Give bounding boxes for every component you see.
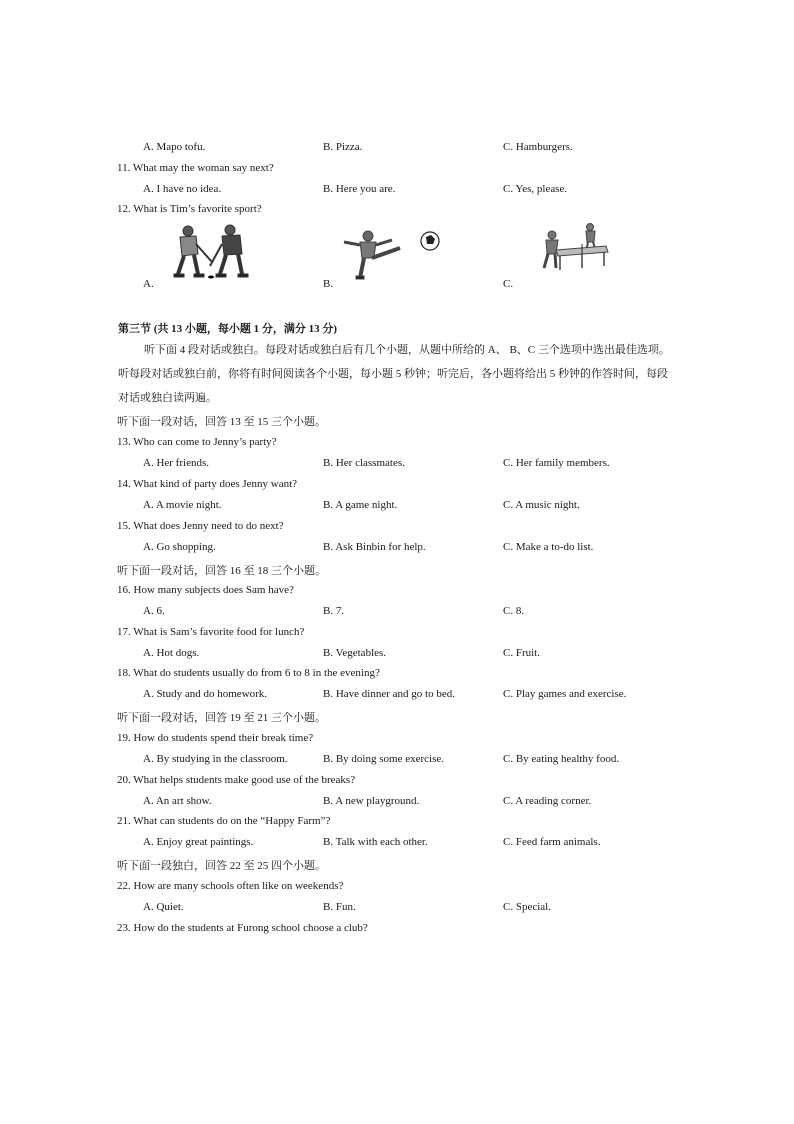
q12-option-a: A. [143,278,154,290]
q21-question: 21. What can students do on the “Happy Farm”? [117,815,331,827]
q21-option-c: C. Feed farm animals. [503,836,601,848]
q16-options [0,605,794,619]
q11-option-b: B. Here you are. [323,183,396,195]
q19-option-a: A. By studying in the classroom. [143,753,288,765]
q22-option-c: C. Special. [503,901,551,913]
dialogue1-intro: 听下面一段对话，回答 13 至 15 三个小题。 [117,416,326,428]
q16-option-b: B. 7. [323,605,345,617]
q17-options [0,647,794,661]
q18-question: 18. What do students usually do from 6 to 8 in the evening? [117,667,380,679]
q14-option-b: B. A game night. [323,499,398,511]
q18-option-c: C. Play games and exercise. [503,688,627,700]
q14-option-c: C. A music night. [503,499,580,511]
q20-option-c: C. A reading corner. [503,795,592,807]
q12-option-c: C. [503,278,514,290]
q12-question: 12. What is Tim’s favorite sport? [117,203,262,215]
q21-option-b: B. Talk with each other. [323,836,428,848]
q13-option-a: A. Her friends. [143,457,209,469]
q11-option-a: A. I have no idea. [143,183,222,195]
q14-option-a: A. A movie night. [143,499,222,511]
q17-option-a: A. Hot dogs. [143,647,200,659]
q22-question: 22. How are many schools often like on weekends? [117,880,344,892]
q19-option-c: C. By eating healthy food. [503,753,620,765]
q20-question: 20. What helps students make good use of the breaks? [117,774,356,786]
q15-option-a: A. Go shopping. [143,541,216,553]
ice-hockey-players-icon [158,222,253,282]
q13-question: 13. Who can come to Jenny’s party? [117,436,277,448]
q13-option-c: C. Her family members. [503,457,610,469]
q19-question: 19. How do students spend their break time? [117,732,314,744]
table-tennis-icon [530,222,610,277]
q10-options [0,141,794,155]
q23-question: 23. How do the students at Furong school choose a club? [117,922,368,934]
q15-question: 15. What does Jenny need to do next? [117,520,284,532]
q20-option-a: A. An art show. [143,795,212,807]
dialogue2-intro: 听下面一段对话，回答 16 至 18 三个小题。 [117,565,326,577]
q16-question: 16. How many subjects does Sam have? [117,584,294,596]
monologue-intro: 听下面一段独白，回答 22 至 25 四个小题。 [117,860,326,872]
q21-option-a: A. Enjoy great paintings. [143,836,254,848]
q17-option-b: B. Vegetables. [323,647,387,659]
q11-question: 11. What may the woman say next? [117,162,274,174]
q12-option-b: B. [323,278,334,290]
q16-option-c: C. 8. [503,605,525,617]
section3-title: 第三节 (共 13 小题，每小题 1 分，满分 13 分) [118,323,338,335]
q18-option-a: A. Study and do homework. [143,688,268,700]
q13-options [0,457,794,471]
q20-options [0,795,794,809]
q10-option-a: A. Mapo tofu. [143,141,206,153]
q11-option-c: C. Yes, please. [503,183,568,195]
q14-question: 14. What kind of party does Jenny want? [117,478,298,490]
q10-option-b: B. Pizza. [323,141,363,153]
q22-option-a: A. Quiet. [143,901,184,913]
q21-options [0,836,794,850]
q19-option-b: B. By doing some exercise. [323,753,444,765]
q15-options [0,541,794,555]
section3-instructions: 听下面 4 段对话或独白。每段对话或独白后有几个小题，从题中所给的 A、 B、C 三个选项中选出最佳选项。听每段对话或独白前，你将有时间阅读各个小题，每小题 5 秒钟；听完后，各小题将给出 5 秒钟的作答时间，每段对话或独白读两遍。 [118,344,670,404]
q17-option-c: C. Fruit. [503,647,540,659]
q11-options [0,183,794,197]
q13-option-b: B. Her classmates. [323,457,405,469]
q20-option-b: B. A new playground. [323,795,420,807]
q15-option-c: C. Make a to-do list. [503,541,594,553]
q19-options [0,753,794,767]
q14-options [0,499,794,513]
q22-options [0,901,794,915]
dialogue3-intro: 听下面一段对话，回答 19 至 21 三个小题。 [117,712,326,724]
q22-option-b: B. Fun. [323,901,356,913]
soccer-kick-icon [338,228,448,283]
q17-question: 17. What is Sam’s favorite food for lunch? [117,626,305,638]
q15-option-b: B. Ask Binbin for help. [323,541,426,553]
q18-options [0,688,794,702]
q18-option-b: B. Have dinner and go to bed. [323,688,455,700]
q16-option-a: A. 6. [143,605,165,617]
q10-option-c: C. Hamburgers. [503,141,573,153]
